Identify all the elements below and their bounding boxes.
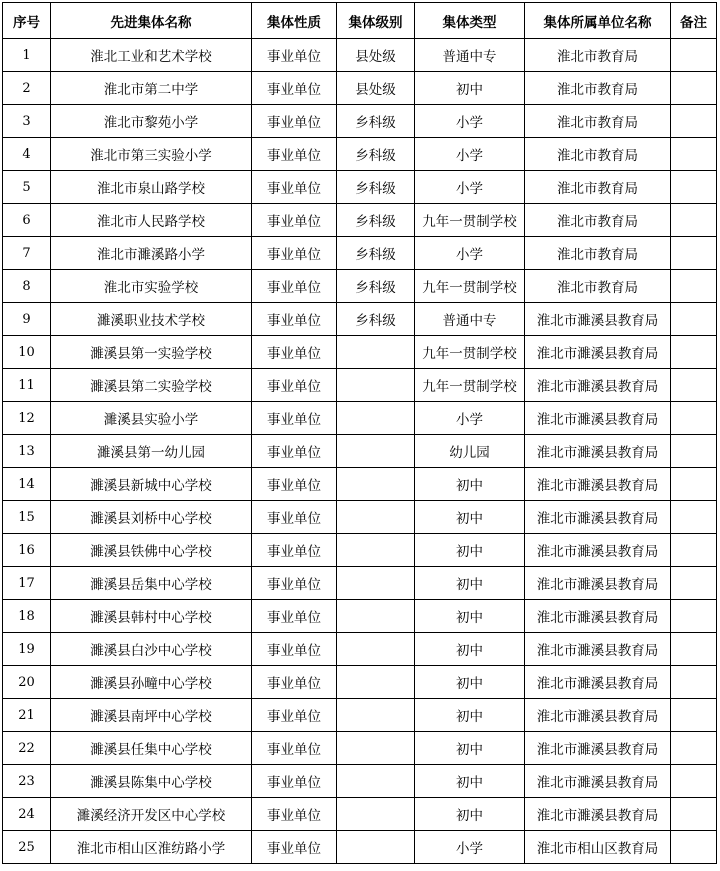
cell-nature: 事业单位: [252, 402, 337, 435]
cell-level: 乡科级: [337, 105, 415, 138]
cell-remarks: [671, 270, 717, 303]
cell-name: 淮北市相山区淮纺路小学: [51, 831, 252, 864]
cell-level: 乡科级: [337, 204, 415, 237]
cell-nature: 事业单位: [252, 369, 337, 402]
cell-unit: 淮北市教育局: [525, 171, 671, 204]
cell-remarks: [671, 798, 717, 831]
table-row: [3, 831, 717, 864]
cell-unit: 淮北市濉溪县教育局: [525, 567, 671, 600]
cell-nature: 事业单位: [252, 501, 337, 534]
cell-unit: 淮北市教育局: [525, 270, 671, 303]
cell-index: 23: [3, 765, 51, 798]
cell-name: 濉溪县刘桥中心学校: [51, 501, 252, 534]
cell-unit: 淮北市濉溪县教育局: [525, 600, 671, 633]
table-row: [3, 534, 717, 567]
cell-level: [337, 699, 415, 732]
cell-remarks: [671, 402, 717, 435]
cell-type: 初中: [415, 600, 525, 633]
cell-name: 濉溪县陈集中心学校: [51, 765, 252, 798]
cell-nature: 事业单位: [252, 534, 337, 567]
table-row: [3, 732, 717, 765]
cell-type: 幼儿园: [415, 435, 525, 468]
cell-remarks: [671, 138, 717, 171]
cell-remarks: [671, 567, 717, 600]
cell-type: 九年一贯制学校: [415, 204, 525, 237]
cell-index: 16: [3, 534, 51, 567]
cell-level: [337, 600, 415, 633]
cell-name: 濉溪县任集中心学校: [51, 732, 252, 765]
cell-name: 濉溪职业技术学校: [51, 303, 252, 336]
cell-unit: 淮北市濉溪县教育局: [525, 435, 671, 468]
cell-index: 5: [3, 171, 51, 204]
header-cell-index: 序号: [3, 3, 51, 39]
cell-type: 普通中专: [415, 303, 525, 336]
cell-index: 1: [3, 39, 51, 72]
cell-unit: 淮北市濉溪县教育局: [525, 369, 671, 402]
cell-unit: 淮北市教育局: [525, 138, 671, 171]
cell-type: 初中: [415, 501, 525, 534]
header-cell-remarks: 备注: [671, 3, 717, 39]
table-row: [3, 72, 717, 105]
cell-remarks: [671, 39, 717, 72]
table-row: [3, 468, 717, 501]
cell-level: [337, 666, 415, 699]
cell-index: 11: [3, 369, 51, 402]
cell-unit: 淮北市濉溪县教育局: [525, 732, 671, 765]
cell-name: 濉溪县第二实验学校: [51, 369, 252, 402]
table-row: [3, 237, 717, 270]
table-row: [3, 567, 717, 600]
table-row: [3, 435, 717, 468]
cell-level: [337, 435, 415, 468]
cell-index: 24: [3, 798, 51, 831]
header-row: [3, 3, 717, 39]
cell-level: [337, 798, 415, 831]
table-row: [3, 105, 717, 138]
cell-name: 濉溪县铁佛中心学校: [51, 534, 252, 567]
cell-type: 小学: [415, 105, 525, 138]
cell-remarks: [671, 303, 717, 336]
cell-type: 初中: [415, 534, 525, 567]
cell-type: 初中: [415, 732, 525, 765]
cell-index: 14: [3, 468, 51, 501]
cell-unit: 淮北市濉溪县教育局: [525, 699, 671, 732]
cell-nature: 事业单位: [252, 699, 337, 732]
cell-nature: 事业单位: [252, 468, 337, 501]
cell-level: [337, 732, 415, 765]
cell-type: 小学: [415, 171, 525, 204]
cell-index: 18: [3, 600, 51, 633]
table-row: [3, 171, 717, 204]
cell-type: 小学: [415, 402, 525, 435]
cell-index: 21: [3, 699, 51, 732]
cell-type: 小学: [415, 831, 525, 864]
table-row: [3, 369, 717, 402]
cell-name: 濉溪县岳集中心学校: [51, 567, 252, 600]
cell-type: 初中: [415, 633, 525, 666]
cell-remarks: [671, 435, 717, 468]
cell-index: 4: [3, 138, 51, 171]
table-row: [3, 666, 717, 699]
cell-name: 濉溪县第一实验学校: [51, 336, 252, 369]
cell-nature: 事业单位: [252, 171, 337, 204]
cell-remarks: [671, 204, 717, 237]
cell-unit: 淮北市教育局: [525, 204, 671, 237]
cell-remarks: [671, 237, 717, 270]
cell-remarks: [671, 369, 717, 402]
cell-type: 九年一贯制学校: [415, 270, 525, 303]
cell-remarks: [671, 501, 717, 534]
cell-name: 濉溪县南坪中心学校: [51, 699, 252, 732]
cell-level: [337, 633, 415, 666]
cell-nature: 事业单位: [252, 336, 337, 369]
cell-level: 乡科级: [337, 171, 415, 204]
cell-remarks: [671, 336, 717, 369]
cell-nature: 事业单位: [252, 600, 337, 633]
cell-index: 3: [3, 105, 51, 138]
cell-index: 9: [3, 303, 51, 336]
cell-unit: 淮北市濉溪县教育局: [525, 534, 671, 567]
cell-nature: 事业单位: [252, 732, 337, 765]
table-row: [3, 303, 717, 336]
cell-level: [337, 534, 415, 567]
cell-type: 小学: [415, 237, 525, 270]
cell-level: 县处级: [337, 39, 415, 72]
cell-name: 濉溪县孙疃中心学校: [51, 666, 252, 699]
cell-type: 初中: [415, 567, 525, 600]
header-cell-unit: 集体所属单位名称: [525, 3, 671, 39]
cell-remarks: [671, 105, 717, 138]
cell-nature: 事业单位: [252, 204, 337, 237]
table-row: [3, 138, 717, 171]
cell-unit: 淮北市教育局: [525, 237, 671, 270]
cell-unit: 淮北市濉溪县教育局: [525, 633, 671, 666]
cell-name: 濉溪经济开发区中心学校: [51, 798, 252, 831]
cell-index: 20: [3, 666, 51, 699]
cell-nature: 事业单位: [252, 831, 337, 864]
cell-remarks: [671, 72, 717, 105]
table-row: [3, 204, 717, 237]
cell-name: 濉溪县白沙中心学校: [51, 633, 252, 666]
cell-name: 淮北市黎苑小学: [51, 105, 252, 138]
cell-nature: 事业单位: [252, 765, 337, 798]
table-row: [3, 765, 717, 798]
cell-index: 19: [3, 633, 51, 666]
cell-name: 淮北市泉山路学校: [51, 171, 252, 204]
cell-unit: 淮北市濉溪县教育局: [525, 402, 671, 435]
cell-name: 淮北工业和艺术学校: [51, 39, 252, 72]
cell-index: 7: [3, 237, 51, 270]
header-cell-name: 先进集体名称: [51, 3, 252, 39]
cell-nature: 事业单位: [252, 567, 337, 600]
table-row: [3, 633, 717, 666]
cell-level: [337, 369, 415, 402]
cell-unit: 淮北市濉溪县教育局: [525, 501, 671, 534]
cell-nature: 事业单位: [252, 237, 337, 270]
cell-unit: 淮北市濉溪县教育局: [525, 468, 671, 501]
cell-name: 淮北市人民路学校: [51, 204, 252, 237]
cell-nature: 事业单位: [252, 633, 337, 666]
cell-level: [337, 402, 415, 435]
cell-type: 初中: [415, 765, 525, 798]
cell-name: 淮北市实验学校: [51, 270, 252, 303]
cell-unit: 淮北市濉溪县教育局: [525, 798, 671, 831]
cell-remarks: [671, 600, 717, 633]
cell-name: 濉溪县韩村中心学校: [51, 600, 252, 633]
cell-level: [337, 501, 415, 534]
cell-type: 初中: [415, 666, 525, 699]
cell-type: 小学: [415, 138, 525, 171]
cell-level: 乡科级: [337, 303, 415, 336]
cell-name: 淮北市第三实验小学: [51, 138, 252, 171]
cell-type: 初中: [415, 798, 525, 831]
cell-level: [337, 567, 415, 600]
cell-name: 淮北市濉溪路小学: [51, 237, 252, 270]
cell-unit: 淮北市濉溪县教育局: [525, 666, 671, 699]
cell-level: [337, 468, 415, 501]
cell-remarks: [671, 468, 717, 501]
cell-level: [337, 336, 415, 369]
cell-nature: 事业单位: [252, 435, 337, 468]
cell-remarks: [671, 765, 717, 798]
table-row: [3, 336, 717, 369]
header-cell-nature: 集体性质: [252, 3, 337, 39]
cell-unit: 淮北市濉溪县教育局: [525, 765, 671, 798]
cell-index: 8: [3, 270, 51, 303]
cell-index: 17: [3, 567, 51, 600]
cell-nature: 事业单位: [252, 39, 337, 72]
cell-level: 乡科级: [337, 138, 415, 171]
cell-nature: 事业单位: [252, 270, 337, 303]
cell-index: 12: [3, 402, 51, 435]
cell-remarks: [671, 171, 717, 204]
cell-name: 濉溪县实验小学: [51, 402, 252, 435]
cell-level: [337, 765, 415, 798]
table-row: [3, 798, 717, 831]
cell-type: 九年一贯制学校: [415, 369, 525, 402]
cell-unit: 淮北市相山区教育局: [525, 831, 671, 864]
header-cell-level: 集体级别: [337, 3, 415, 39]
table-row: [3, 600, 717, 633]
cell-index: 6: [3, 204, 51, 237]
cell-remarks: [671, 699, 717, 732]
table-row: [3, 699, 717, 732]
table-row: [3, 39, 717, 72]
cell-index: 15: [3, 501, 51, 534]
cell-index: 2: [3, 72, 51, 105]
cell-remarks: [671, 633, 717, 666]
cell-remarks: [671, 732, 717, 765]
cell-unit: 淮北市濉溪县教育局: [525, 303, 671, 336]
cell-name: 濉溪县新城中心学校: [51, 468, 252, 501]
advanced-collectives-table: [2, 2, 717, 864]
cell-type: 初中: [415, 699, 525, 732]
cell-level: 乡科级: [337, 237, 415, 270]
cell-level: [337, 831, 415, 864]
cell-index: 25: [3, 831, 51, 864]
cell-nature: 事业单位: [252, 105, 337, 138]
cell-index: 10: [3, 336, 51, 369]
cell-index: 22: [3, 732, 51, 765]
cell-type: 初中: [415, 468, 525, 501]
table-row: [3, 402, 717, 435]
cell-remarks: [671, 666, 717, 699]
cell-unit: 淮北市教育局: [525, 105, 671, 138]
cell-nature: 事业单位: [252, 666, 337, 699]
cell-remarks: [671, 534, 717, 567]
cell-remarks: [671, 831, 717, 864]
cell-unit: 淮北市濉溪县教育局: [525, 336, 671, 369]
table-row: [3, 501, 717, 534]
cell-nature: 事业单位: [252, 138, 337, 171]
cell-unit: 淮北市教育局: [525, 39, 671, 72]
header-cell-type: 集体类型: [415, 3, 525, 39]
cell-name: 淮北市第二中学: [51, 72, 252, 105]
cell-nature: 事业单位: [252, 72, 337, 105]
cell-type: 九年一贯制学校: [415, 336, 525, 369]
cell-unit: 淮北市教育局: [525, 72, 671, 105]
cell-level: 乡科级: [337, 270, 415, 303]
cell-nature: 事业单位: [252, 798, 337, 831]
cell-level: 县处级: [337, 72, 415, 105]
cell-name: 濉溪县第一幼儿园: [51, 435, 252, 468]
cell-index: 13: [3, 435, 51, 468]
table-row: [3, 270, 717, 303]
cell-nature: 事业单位: [252, 303, 337, 336]
cell-type: 普通中专: [415, 39, 525, 72]
cell-type: 初中: [415, 72, 525, 105]
